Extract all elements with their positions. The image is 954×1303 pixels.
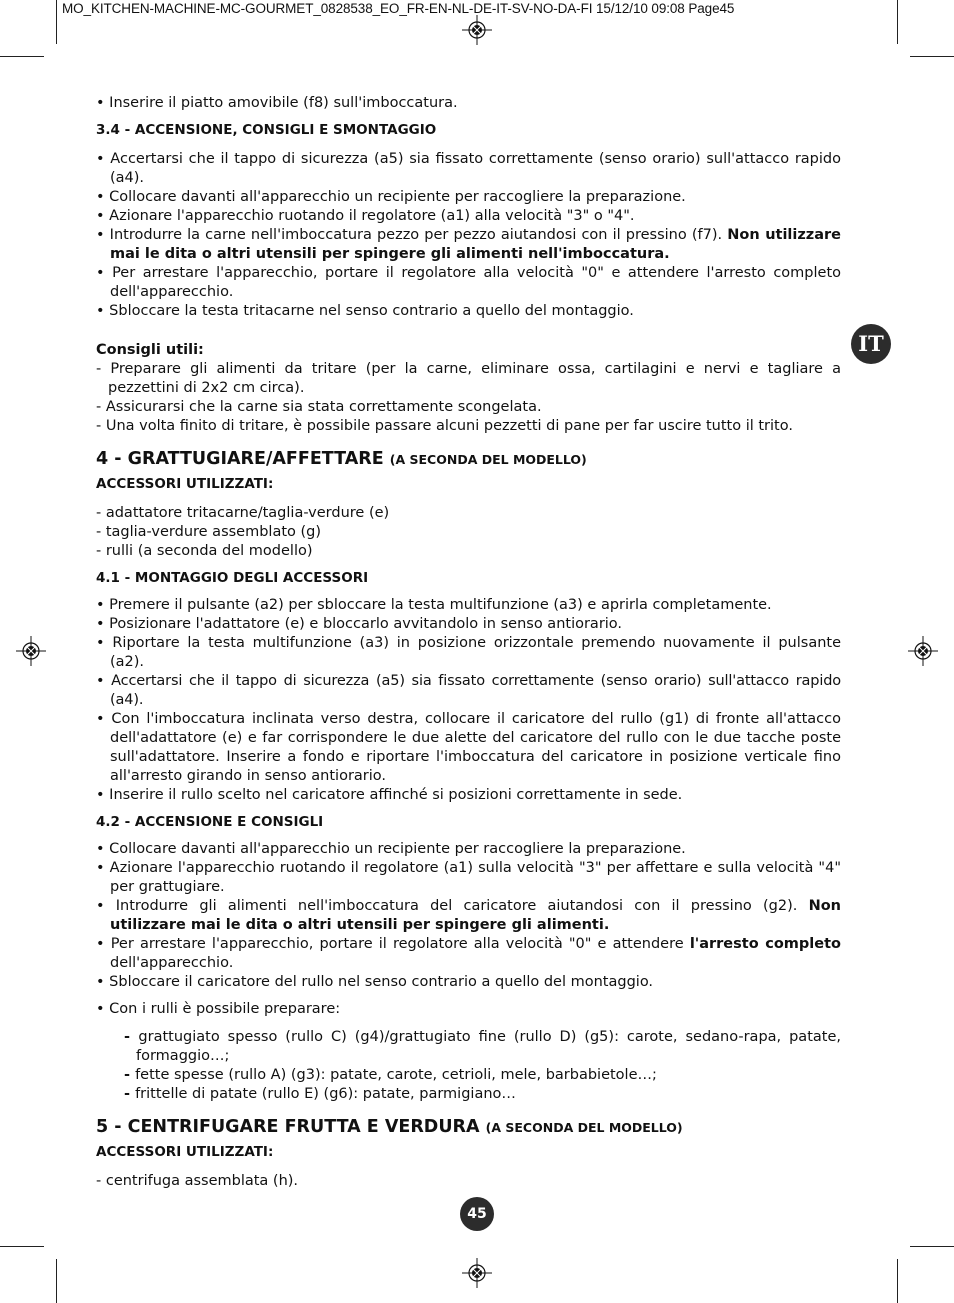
accessories-heading: ACCESSORI UTILIZZATI: [96, 1144, 274, 1160]
section-title-text: 4 - GRATTUGIARE/AFFETTARE [96, 449, 390, 469]
section-title-note: (A SECONDA DEL MODELLO) [485, 1120, 683, 1135]
section-title [96, 1118, 841, 1137]
list-item: • Con i rulli è possibile preparare: [96, 1001, 341, 1017]
tips-title: Consigli utili: [96, 342, 204, 358]
list-item: • Sbloccare la testa tritacarne nel senso contrario a quello del montaggio. [96, 303, 634, 319]
crop-mark [0, 1246, 44, 1247]
dash-marker: - [124, 1029, 139, 1045]
list-item: - rulli (a seconda del modello) [96, 543, 313, 559]
list-item: • Azionare l'apparecchio ruotando il regolatore (a1) sulla velocità "3" per affettare e sulla velocità "4" per grattugiare. [96, 860, 841, 895]
registration-mark-icon [908, 636, 938, 666]
list-item: • Azionare l'apparecchio ruotando il regolatore (a1) alla velocità "3" o "4". [96, 208, 635, 224]
warning-text: Non utilizzare mai le dita o altri utensili per spingere gli alimenti nell'imboccatura. [110, 227, 842, 262]
list-item: - Assicurarsi che la carne sia stata correttamente scongelata. [96, 399, 542, 415]
list-item [96, 226, 841, 264]
section-heading: 4.1 - MONTAGGIO DEGLI ACCESSORI [96, 570, 369, 586]
list-item: - adattatore tritacarne/taglia-verdure (e) [96, 505, 390, 521]
dash-marker: - [124, 1067, 136, 1083]
list-item-text: • Introdurre la carne nell'imboccatura pezzo per pezzo aiutandosi con il pressino (f7). [96, 227, 728, 243]
document-body [96, 94, 841, 1191]
page-number: 45 [460, 1197, 494, 1231]
crop-mark [0, 56, 44, 57]
list-item: - Preparare gli alimenti da tritare (per la carne, eliminare ossa, cartilagini e nervi e tagliare a pezzettini di 2x2 cm circa). [96, 361, 841, 396]
crop-mark [897, 1259, 898, 1303]
crop-mark [897, 0, 898, 44]
crop-mark [910, 56, 954, 57]
sub-list-item-text: frittelle di patate (rullo E) (g6): patate, parmigiano… [135, 1086, 516, 1102]
list-item: • Premere il pulsante (a2) per sbloccare la testa multifunzione (a3) e aprirla completamente. [96, 597, 772, 613]
print-header: MO_KITCHEN-MACHINE-MC-GOURMET_0828538_EO_FR-EN-NL-DE-IT-SV-NO-DA-FI 15/12/10 09:08 Page45 [62, 1, 735, 16]
list-item: • Accertarsi che il tappo di sicurezza (a5) sia fissato correttamente (senso orario) sull'attacco rapido (a4). [96, 673, 841, 708]
list-item: • Accertarsi che il tappo di sicurezza (a5) sia fissato correttamente (senso orario) sull'attacco rapido (a4). [96, 151, 841, 186]
list-item: • Collocare davanti all'apparecchio un recipiente per raccogliere la preparazione. [96, 189, 686, 205]
list-item-text: dell'apparecchio. [110, 955, 234, 971]
list-item: • Inserire il rullo scelto nel caricatore affinché si posizioni correttamente in sede. [96, 787, 683, 803]
sub-list-item [96, 1066, 841, 1085]
section-heading: 4.2 - ACCENSIONE E CONSIGLI [96, 814, 324, 830]
list-item: • Posizionare l'adattatore (e) e bloccarlo avvitandolo in senso antiorario. [96, 616, 623, 632]
list-item: - centrifuga assemblata (h). [96, 1173, 299, 1189]
list-item: • Sbloccare il caricatore del rullo nel senso contrario a quello del montaggio. [96, 974, 654, 990]
list-item [96, 897, 841, 935]
accessories-heading: ACCESSORI UTILIZZATI: [96, 476, 274, 492]
warning-text: Non utilizzare mai le dita o altri utensili per spingere gli alimenti. [110, 898, 841, 933]
emphasis-text: l'arresto completo [689, 936, 841, 952]
list-item: - taglia-verdure assemblato (g) [96, 524, 322, 540]
sub-list-item [96, 1028, 841, 1066]
registration-mark-icon [16, 636, 46, 666]
language-tab: IT [851, 324, 891, 364]
section-title [96, 450, 841, 469]
sub-list-item-text: grattugiato spesso (rullo C) (g4)/grattugiato fine (rullo D) (g5): carote, sedano-rapa, patate, formaggio…; [136, 1029, 841, 1064]
registration-mark-icon [462, 15, 492, 45]
sub-list-item-text: fette spesse (rullo A) (g3): patate, carote, cetrioli, mele, barbabietole…; [135, 1067, 657, 1083]
list-item: • Con l'imboccatura inclinata verso destra, collocare il caricatore del rullo (g1) di fronte all'attacco dell'adattatore (e) e far corrispondere le due alette del caricatore del rullo con le due tacche poste sull'adattatore. Inserire a fondo e riportare l'imboccatura del caricatore in posizione verticale fino all'arresto girando in senso antiorario. [96, 711, 841, 784]
registration-mark-icon [462, 1258, 492, 1288]
crop-mark [910, 1246, 954, 1247]
dash-marker: - [124, 1086, 136, 1102]
list-item: • Riportare la testa multifunzione (a3) in posizione orizzontale premendo nuovamente il pulsante (a2). [96, 635, 841, 670]
list-item-text: • Per arrestare l'apparecchio, portare il regolatore alla velocità "0" e attendere [96, 936, 690, 952]
list-item-text: • Introdurre gli alimenti nell'imboccatura del caricatore aiutandosi con il pressino (g2). [96, 898, 809, 914]
list-item: - Una volta finito di tritare, è possibile passare alcuni pezzetti di pane per far uscire tutto il trito. [96, 418, 793, 434]
crop-mark [56, 1259, 57, 1303]
paragraph: • Inserire il piatto amovibile (f8) sull'imboccatura. [96, 95, 458, 111]
sub-list-item [96, 1085, 841, 1104]
section-title-note: (A SECONDA DEL MODELLO) [389, 452, 587, 467]
crop-mark [56, 0, 57, 44]
list-item [96, 935, 841, 973]
list-item: • Collocare davanti all'apparecchio un recipiente per raccogliere la preparazione. [96, 841, 686, 857]
section-title-text: 5 - CENTRIFUGARE FRUTTA E VERDURA [96, 1117, 486, 1137]
list-item: • Per arrestare l'apparecchio, portare il regolatore alla velocità "0" e attendere l'arresto completo dell'apparecchio. [96, 265, 841, 300]
section-heading: 3.4 - ACCENSIONE, CONSIGLI E SMONTAGGIO [96, 122, 437, 138]
